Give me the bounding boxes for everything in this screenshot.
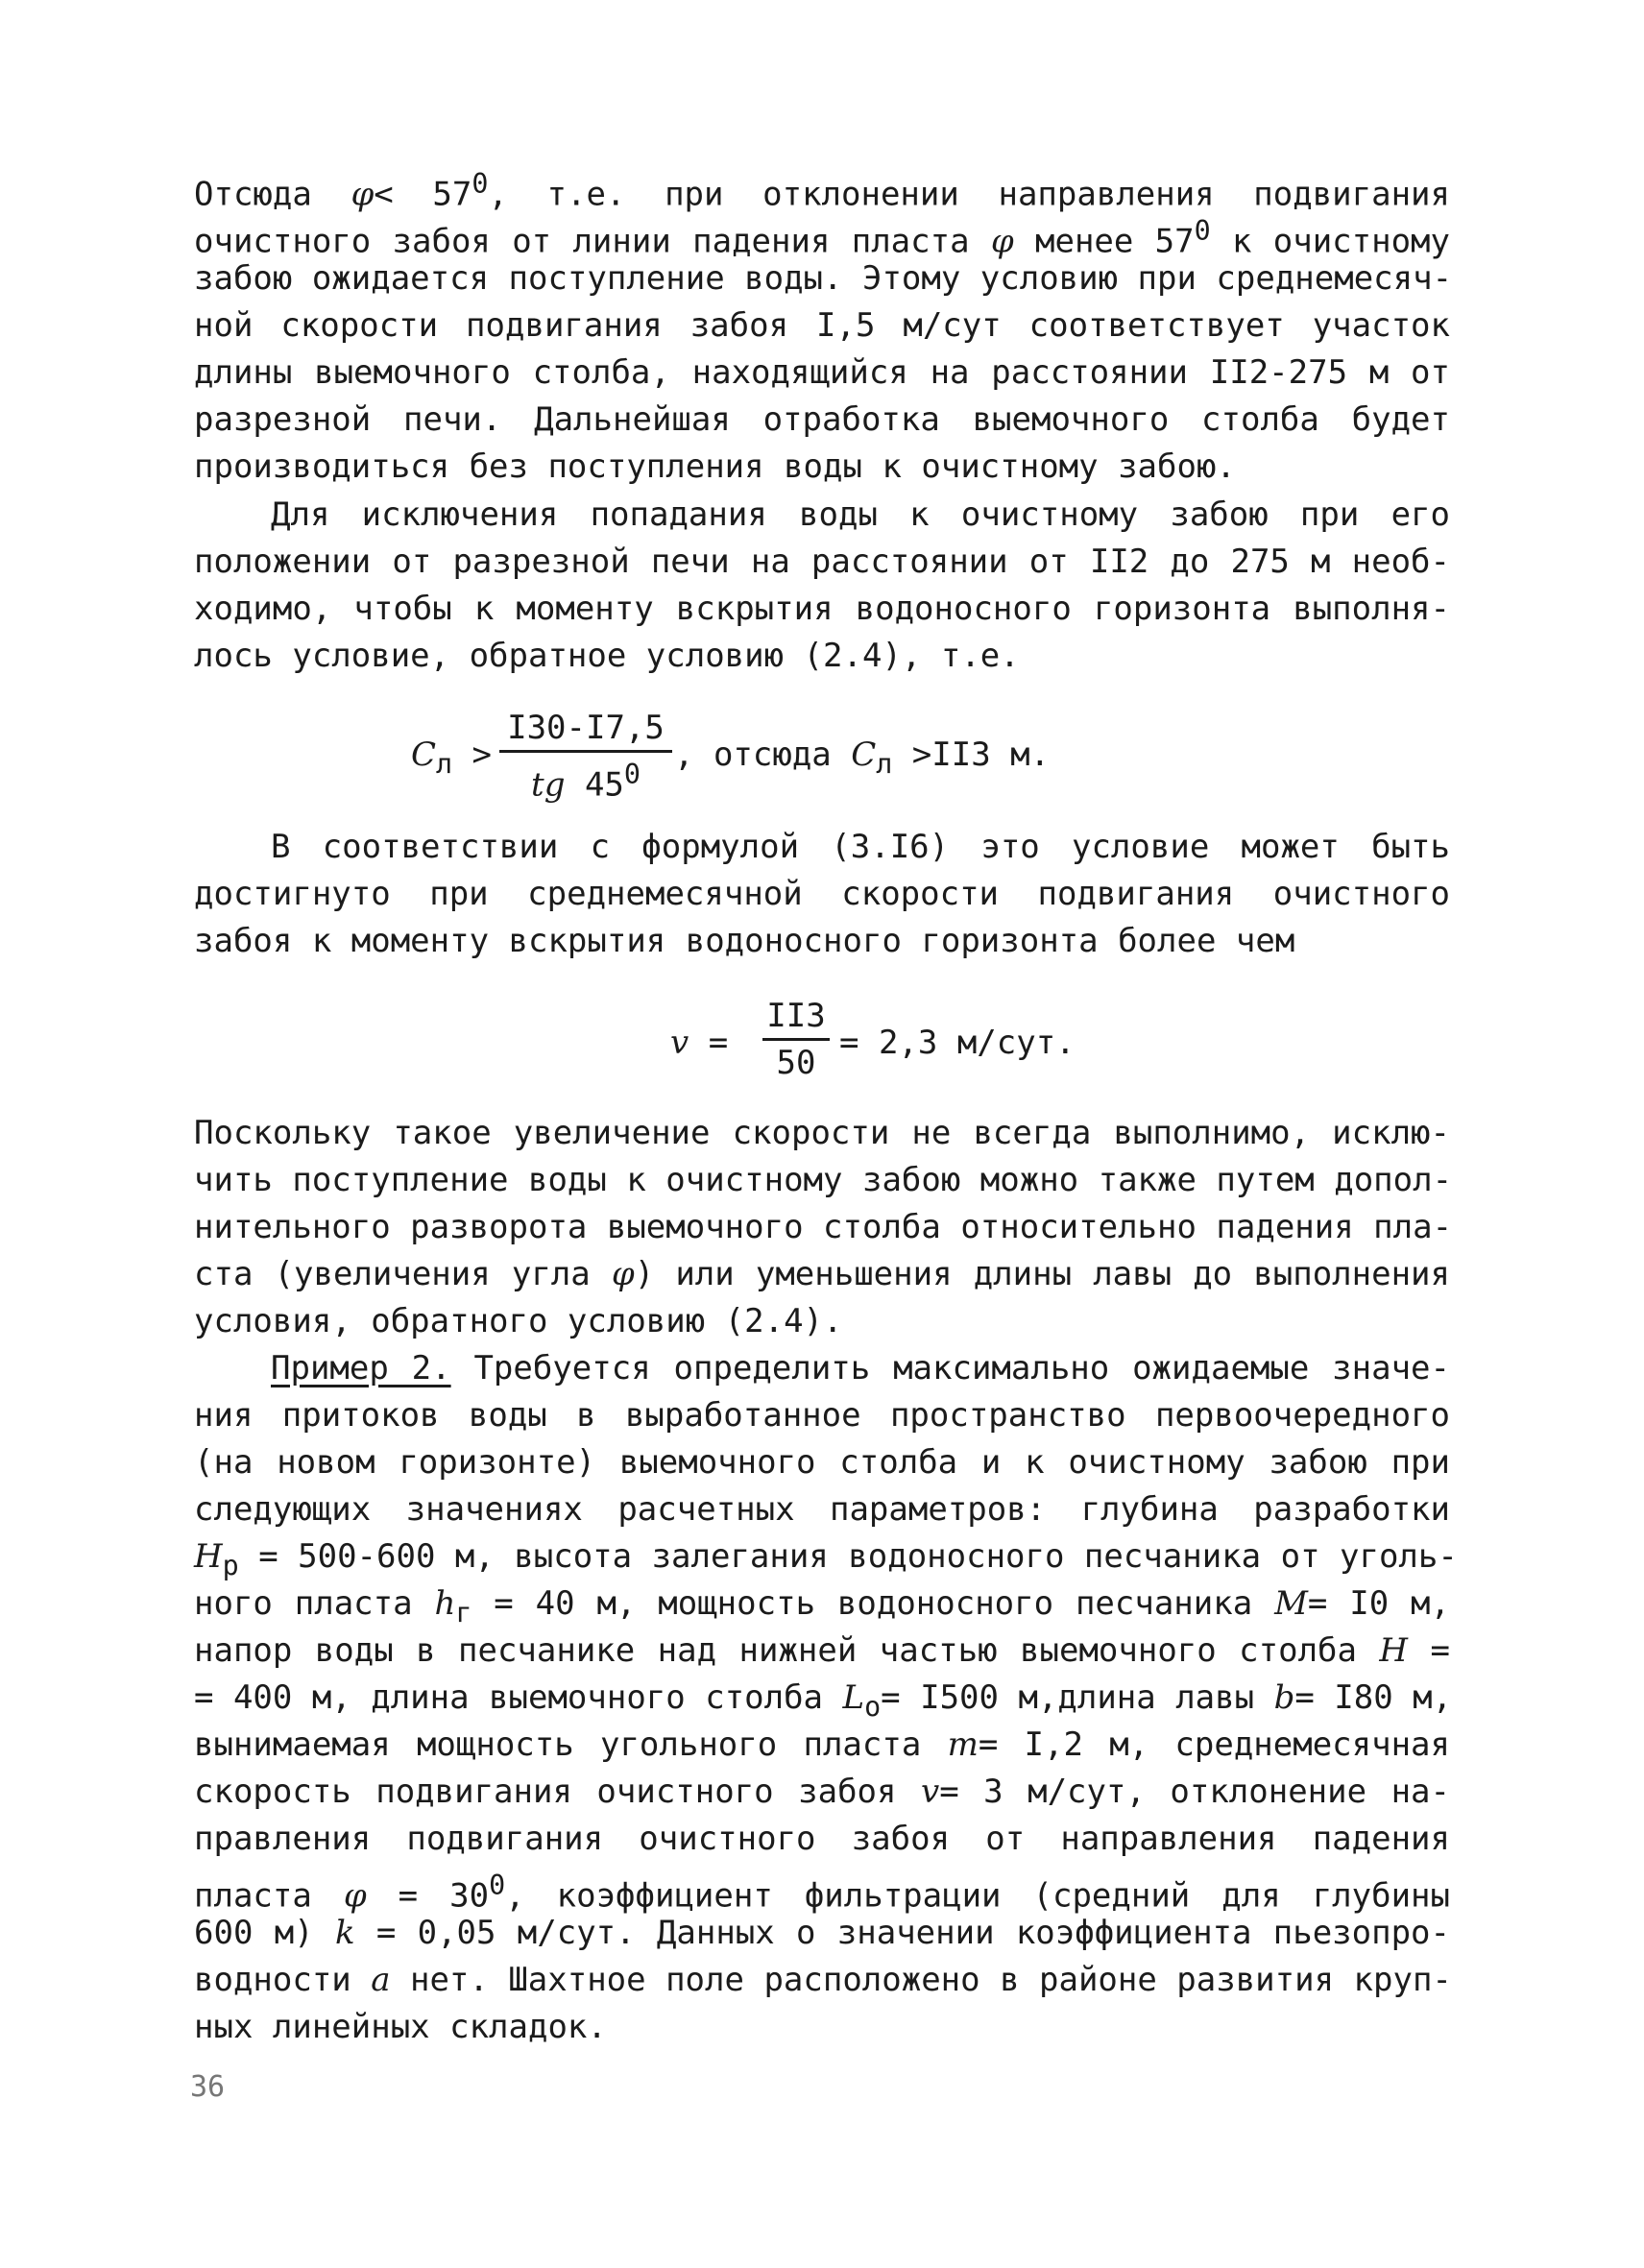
text-line: правления подвигания очистного забоя от направления падения — [194, 1820, 1450, 1858]
text-line: достигнуто при среднемесячной скорости подвигания очистного — [194, 875, 1450, 913]
text-line: Пример 2. Требуется определить максимально ожидаемые значе- — [271, 1349, 1450, 1387]
text-line: разрезной печи. Дальнейшая отработка выемочного столба будет — [194, 400, 1450, 439]
formula-rhs: , отсюда $С_л >II3$ м. — [674, 736, 1051, 780]
text-line: очистного забоя от линии падения пласта φ менее $57^0$ к очистному — [194, 215, 1450, 261]
formula-lhs: $С_л$ > — [411, 736, 493, 780]
text-line: условия, обратного условию (2.4). — [194, 1302, 843, 1340]
text-line: скорость подвигания очистного забоя v= 3 м/сут, отклонение на- — [194, 1773, 1450, 1811]
text-line: = 400 м, длина выемочного столба $L_о= I500$ м,длина лавы b= I80 м, — [194, 1678, 1453, 1723]
text-line: забою ожидается поступление воды. Этому условию при среднемесяч- — [194, 259, 1453, 298]
text-line: вынимаемая мощность угольного пласта m= I,2 м, среднемесячная — [194, 1725, 1450, 1764]
text-line: ста (увеличения угла φ) или уменьшения длины лавы до выполнения — [194, 1255, 1450, 1293]
text-line: Поскольку такое увеличение скорости не всегда выполнимо, исклю- — [194, 1114, 1450, 1152]
text-line: напор воды в песчанике над нижней частью выемочного столба Н = — [194, 1631, 1450, 1670]
formula-fraction: I30-I7,5 tg $45^0$ — [499, 709, 672, 804]
text-line: лось условие, обратное условию (2.4), т.е. — [194, 637, 1020, 675]
text-line: Отсюда $\varphi< 57^0$, т.е. при отклонении направления подвигания — [194, 168, 1450, 214]
text-line: $Н_р = 500-600$ м, высота залегания водоносного песчаника от уголь- — [194, 1537, 1458, 1581]
formula-fraction: II3 50 — [762, 997, 830, 1082]
text-line: В соответствии с формулой (3.I6) это условие может быть — [271, 828, 1450, 866]
text-line: ния притоков воды в выработанное пространство первоочередного — [194, 1396, 1450, 1435]
text-line: (на новом горизонте) выемочного столба и к очистному забою при — [194, 1443, 1450, 1482]
text-line: водности а нет. Шахтное поле расположено в районе развития круп- — [194, 1961, 1452, 1999]
text-line: ходимо, чтобы к моменту вскрытия водоносного горизонта выполня- — [194, 590, 1450, 628]
text-line: положении от разрезной печи на расстоянии от II2 до 275 м необ- — [194, 543, 1450, 581]
text-line: ной скорости подвигания забоя I,5 м/сут соответствует участок — [194, 306, 1450, 345]
text-line: забоя к моменту вскрытия водоносного горизонта более чем — [194, 922, 1295, 960]
text-line: ных линейных складок. — [194, 2008, 607, 2046]
text-line: чить поступление воды к очистному забою можно также путем допол- — [194, 1161, 1453, 1199]
text-line: длины выемочного столба, находящийся на расстоянии II2-275 м от — [194, 353, 1450, 392]
formula-lhs: v = — [670, 1024, 729, 1062]
text-line: ного пласта $h_г = 40$ м, мощность водоносного песчаника М= I0 м, — [194, 1584, 1450, 1629]
example-label: Пример 2. — [271, 1349, 451, 1387]
text-line: пласта $\varphi = 30^0$, коэффициент фильтрации (средний для глубины — [194, 1870, 1450, 1916]
text-line: нительного разворота выемочного столба относительно падения пла- — [194, 1208, 1453, 1246]
text-line: следующих значениях расчетных параметров: глубина разработки — [194, 1490, 1450, 1529]
text-line: 600 м) k = 0,05 м/сут. Данных о значении коэффициента пьезопро- — [194, 1914, 1450, 1952]
page-number: 36 — [190, 2070, 226, 2104]
text-line: Для исключения попадания воды к очистному забою при его — [271, 495, 1450, 534]
text-line: производиться без поступления воды к очистному забою. — [194, 447, 1236, 486]
formula-rhs: = 2,3 м/сут. — [839, 1024, 1076, 1062]
